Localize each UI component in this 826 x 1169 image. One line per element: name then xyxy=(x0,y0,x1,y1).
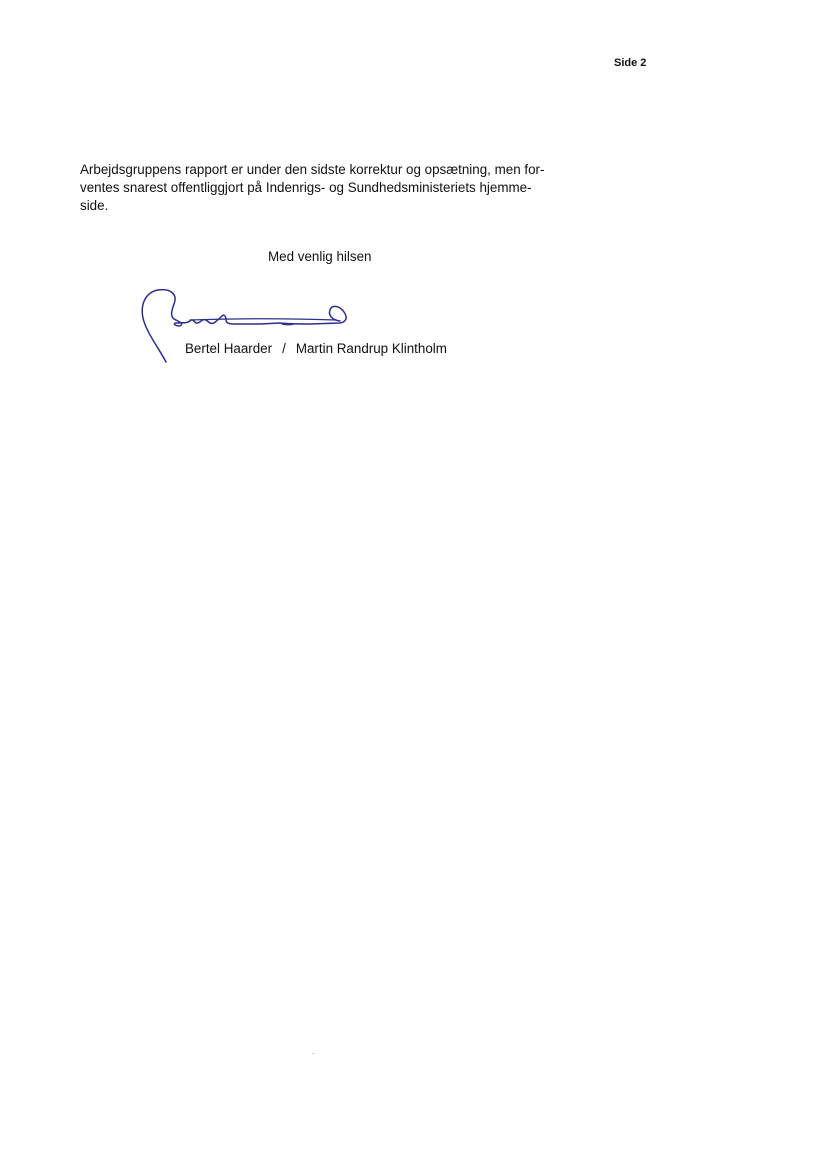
signer-name: Martin Randrup Klintholm xyxy=(295,341,447,356)
closing-greeting: Med venlig hilsen xyxy=(268,249,372,264)
paragraph-line: ventes snarest offentliggjort på Indenrigs- og Sundhedsministeriets hjemme- xyxy=(80,180,532,195)
signatories-line xyxy=(185,341,447,356)
scan-speck xyxy=(312,1053,315,1054)
signer-name: Bertel Haarder xyxy=(185,341,273,356)
body-paragraph xyxy=(80,161,580,215)
paragraph-line: Arbejdsgruppens rapport er under den sidste korrektur og opsætning, men for- xyxy=(80,162,545,177)
page-number: Side 2 xyxy=(614,57,647,69)
paragraph-line: side. xyxy=(80,198,109,213)
handwritten-signature xyxy=(130,280,370,370)
name-separator: / xyxy=(282,341,286,356)
signature-block xyxy=(130,280,490,370)
